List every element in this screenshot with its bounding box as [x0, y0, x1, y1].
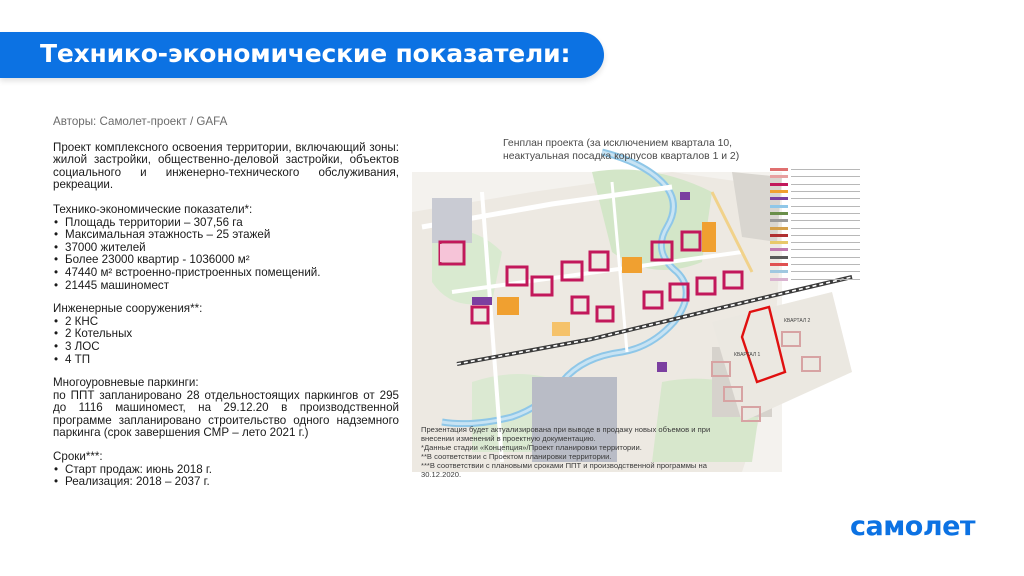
footnote: **В соответствии с Проектом планировки территории. [421, 452, 612, 461]
intro-paragraph: Проект комплексного освоения территории, включающий зоны: жилой застройки, общественно-деловой застройки, объектов социального и инженерно-технического обслуживания, рекреации. [53, 140, 399, 192]
kvartal-1-label: КВАРТАЛ 1 [734, 352, 761, 358]
map-caption: Генплан проекта (за исключением квартала 10, неактуальная посадка корпусов кварталов 1 и 2) [503, 138, 740, 162]
authors-line: Авторы: Самолет-проект / GAFA [53, 115, 228, 128]
list-item: • 3 ЛОС [53, 341, 399, 354]
list-item: • 37000 жителей [53, 242, 399, 255]
list-item: • Максимальная этажность – 25 этажей [53, 229, 399, 242]
page-title: Технико-экономические показатели: [40, 39, 571, 68]
parking-text: по ППТ запланировано 28 отдельностоящих паркингов от 295 до 1116 машиномест, на 29.12.20 в производственной программе запланировано строительство одного надземного паркинга (срок завершения СМР – лето 2021 г.) [53, 388, 399, 440]
footnote: *Данные стадии «Концепция»/Проект планировки территории. [421, 443, 642, 452]
footnote: ***В соответствии с плановыми сроками ППТ и производственной программы на 30.12.2020. [421, 461, 707, 479]
list-item: • 21445 машиномест [53, 280, 399, 293]
list-item: • 2 Котельных [53, 328, 399, 341]
engineering-block [53, 303, 399, 366]
kvartal-2-label: КВАРТАЛ 2 [784, 318, 811, 324]
list-item: • Реализация: 2018 – 2037 г. [53, 476, 399, 489]
terms-heading: Сроки***: [53, 450, 103, 464]
indicators-heading: Технико-экономические показатели*: [53, 202, 253, 216]
list-item: • 2 КНС [53, 316, 399, 329]
footnote: Презентация будет актуализирована при выводе в продажу новых объемов и при внесении изменений в проектную документацию. [421, 425, 711, 443]
map-legend [770, 166, 860, 283]
list-item: • Более 23000 квартир - 1036000 м² [53, 254, 399, 267]
list-item: • Площадь территории – 307,56 га [53, 217, 399, 230]
list-item: • Старт продаж: июнь 2018 г. [53, 464, 399, 477]
description-column [53, 116, 399, 500]
engineering-heading: Инженерные сооружения**: [53, 302, 203, 316]
list-item: • 47440 м² встроенно-пристроенных помещений. [53, 267, 399, 280]
title-banner [0, 32, 604, 78]
indicators-block [53, 204, 399, 292]
parking-block [53, 377, 399, 440]
parking-heading: Многоуровневые паркинги: [53, 376, 199, 390]
brand-logo: самолет [850, 511, 976, 542]
footnotes [421, 425, 729, 479]
list-item: • 4 ТП [53, 354, 399, 367]
terms-block [53, 451, 399, 489]
